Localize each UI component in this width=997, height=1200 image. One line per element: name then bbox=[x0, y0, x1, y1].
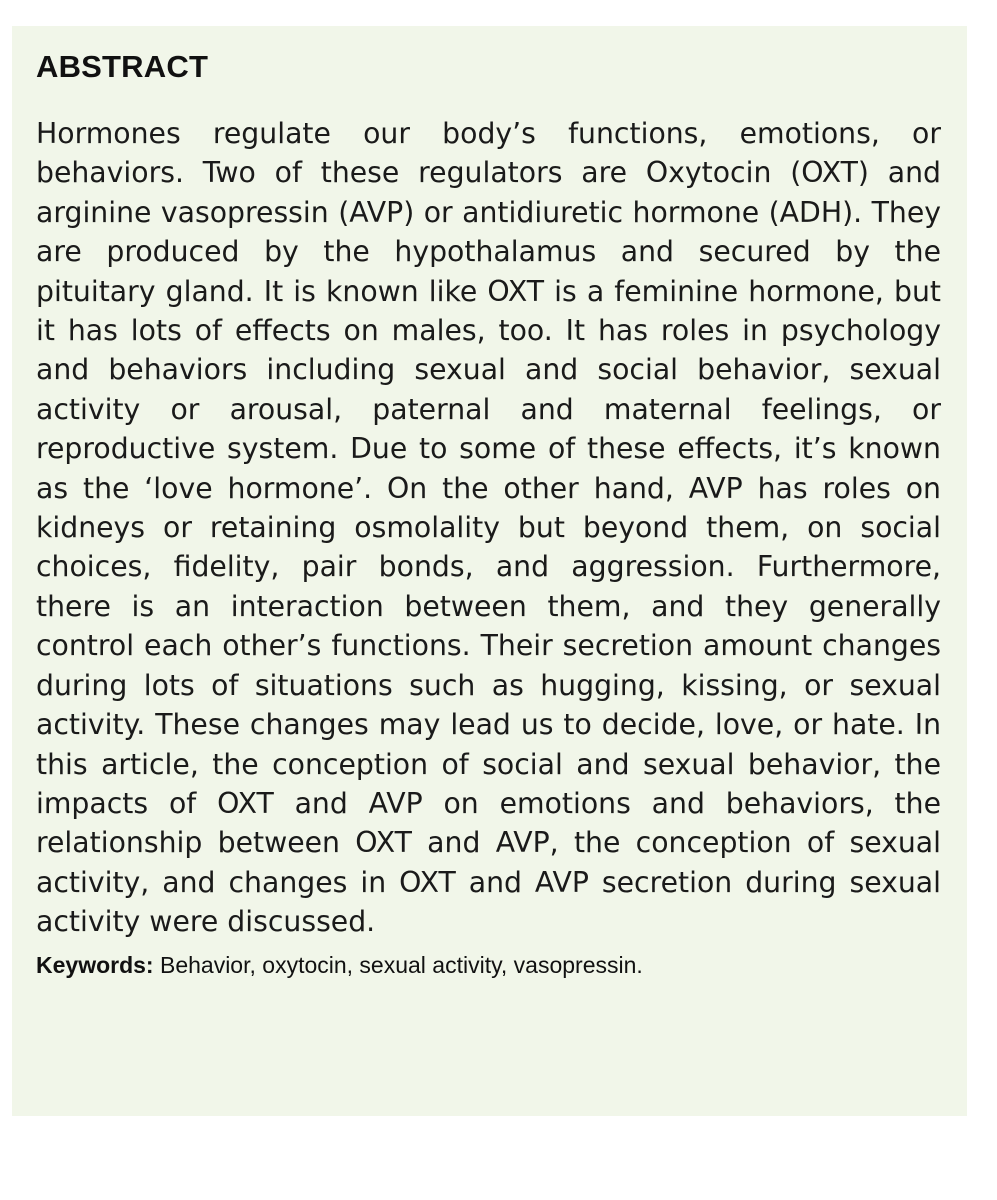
abstract-heading: ABSTRACT bbox=[36, 49, 209, 84]
abstract-body: Hormones regulate our body’s functions, emotions, or behaviors. Two of these regulators are Oxytocin (OXT) and arginine vasopressin (AVP) or antidiuretic hormone (ADH). They are produced by the hypothalamus and secured by the pituitary gland. It is known like OXT is a feminine hormone, but it has lots of effects on males, too. It has roles in psychology and behaviors including sexual and social behavior, sexual activity or arousal, paternal and maternal feelings, or reproductive system. Due to some of these effects, it’s known as the ‘love hormone’. On the other hand, AVP has roles on kidneys or retaining osmolality but beyond them, on social choices, fidelity, pair bonds, and aggression. Furthermore, there is an interaction between them, and they generally control each other’s functions. Their secretion amount changes during lots of situations such as hugging, kissing, or sexual activity. These changes may lead us to decide, love, or hate. In this article, the conception of social and sexual behavior, the impacts of OXT and AVP on emotions and behaviors, the relationship between OXT and AVP, the conception of sexual activity, and changes in OXT and AVP secretion during sexual activity were discussed. bbox=[36, 117, 941, 939]
keywords-list: Behavior, oxytocin, sexual activity, vasopressin. bbox=[159, 951, 643, 978]
keywords-line bbox=[36, 950, 941, 980]
abstract-box bbox=[12, 26, 967, 1116]
keywords-label: Keywords: bbox=[36, 951, 154, 978]
